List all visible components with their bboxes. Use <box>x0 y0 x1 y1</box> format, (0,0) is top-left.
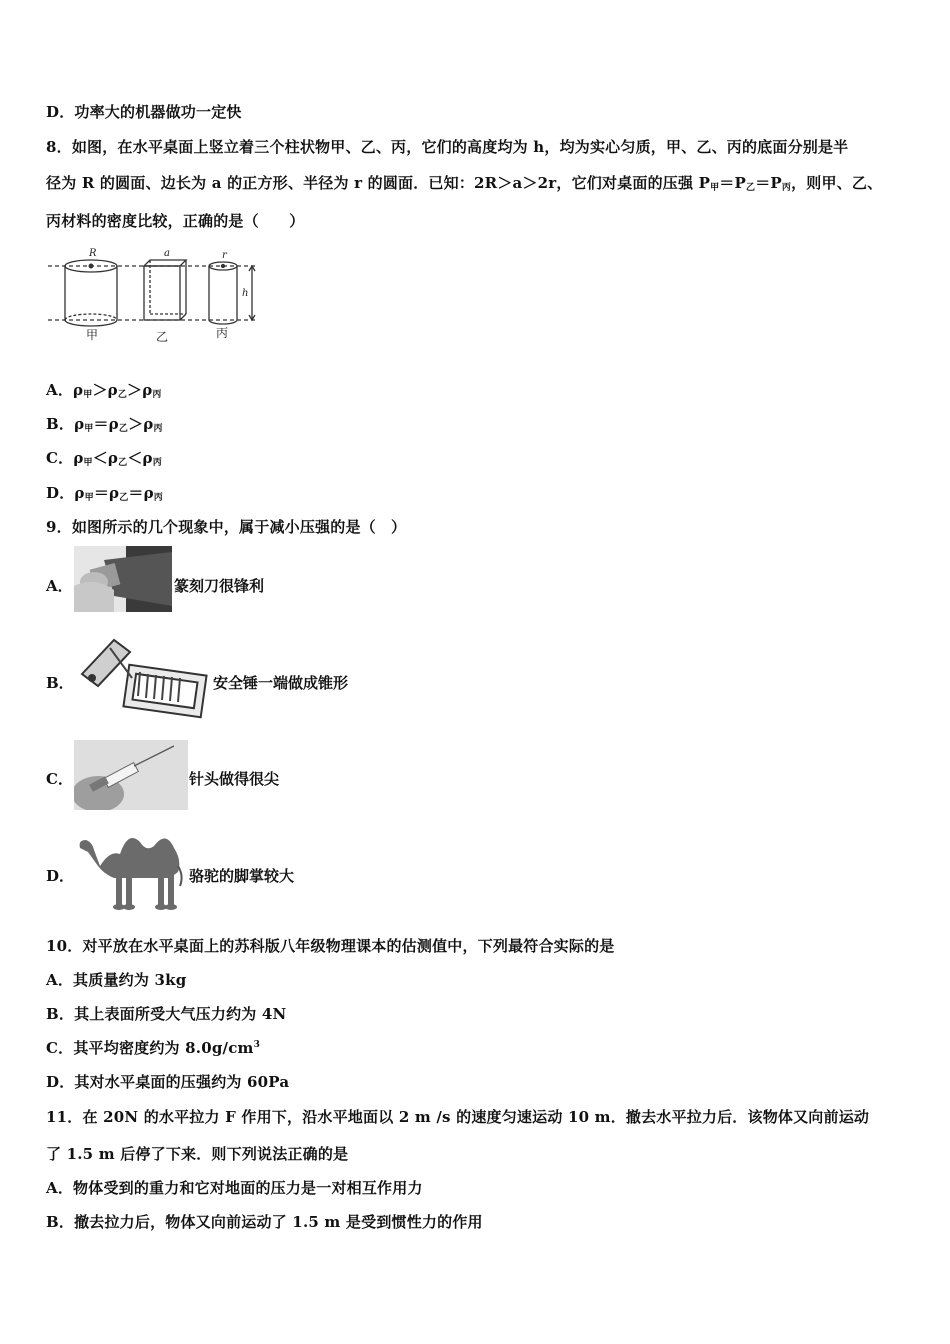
q9-option-b-text: 安全锤一端做成锥形 <box>213 674 349 692</box>
q11-stem-line2: 了 1.5 m 后停了下来．则下列说法正确的是 <box>46 1145 349 1163</box>
q8-option-d: D．$\rho_甲=\rho_乙=\rho_丙$ <box>46 484 163 503</box>
q9-stem: 9．如图所示的几个现象中，属于减小压强的是（ ） <box>46 518 407 536</box>
q9-option-a-text: 篆刻刀很锋利 <box>174 577 265 595</box>
q10-stem: 10．对平放在水平桌面上的苏科版八年级物理课本的估测值中，下列最符合实际的是 <box>46 937 615 955</box>
q9-option-a-label: A． <box>46 577 73 595</box>
q9-option-c-label: C． <box>46 770 73 788</box>
q8-option-b: B．$\rho_甲=\rho_乙>\rho_丙$ <box>46 415 163 434</box>
q11-stem-line1: 11．在 20N 的水平拉力 F 作用下，沿水平地面以 2 m /s 的速度匀速运动 10 m．撤去水平拉力后．该物体又向前运动 <box>46 1108 870 1126</box>
q10-option-d: D．其对水平桌面的压强约为 60Pa <box>46 1073 290 1091</box>
q10-option-c: C．其平均密度约为 $8.0g/cm^3$ <box>46 1039 261 1057</box>
caption-bing: 丙 <box>216 326 229 340</box>
safety-hammer-image <box>74 634 212 724</box>
label-r: r <box>222 250 227 261</box>
q10-option-a: A．其质量约为 3kg <box>46 971 187 989</box>
q8-stem-line1: 8．如图，在水平桌面上竖立着三个柱状物甲、乙、丙，它们的高度均为 h，均为实心匀质，甲、乙、丙的底面分别是半 <box>46 138 849 156</box>
q9-option-d-label: D． <box>46 867 75 885</box>
q9-option-c-text: 针头做得很尖 <box>189 770 280 788</box>
carving-knife-image <box>74 546 172 612</box>
q8-cylinders-figure <box>46 244 266 344</box>
q10-option-b: B．其上表面所受大气压力约为 4N <box>46 1005 287 1023</box>
camel-image <box>74 826 186 910</box>
q9-option-d-text: 骆驼的脚掌较大 <box>189 867 295 885</box>
q8-stem-line3: 丙材料的密度比较，正确的是（ ） <box>46 212 305 230</box>
q8-option-a: A．$\rho_甲>\rho_乙>\rho_丙$ <box>46 381 162 400</box>
q11-option-a: A．物体受到的重力和它对地面的压力是一对相互作用力 <box>46 1179 423 1197</box>
q11-option-b: B．撤去拉力后，物体又向前运动了 1.5 m 是受到惯性力的作用 <box>46 1213 483 1231</box>
label-R: R <box>89 248 97 259</box>
caption-yi: 乙 <box>156 330 169 344</box>
caption-jia: 甲 <box>86 328 99 342</box>
label-a: a <box>164 248 170 259</box>
q8-option-c: C．$\rho_甲<\rho_乙<\rho_丙$ <box>46 449 162 468</box>
q8-stem-line2: 径为 R 的圆面、边长为 a 的正方形、半径为 r 的圆面．已知：2R＞a＞2r，它们对桌面的压强 $P_甲=P_乙=P_丙$，则甲、乙、 <box>46 174 883 193</box>
label-h: h <box>242 288 249 299</box>
q7-option-d: D．功率大的机器做功一定快 <box>46 103 242 121</box>
q9-option-b-label: B． <box>46 674 74 692</box>
syringe-needle-image <box>74 740 188 810</box>
